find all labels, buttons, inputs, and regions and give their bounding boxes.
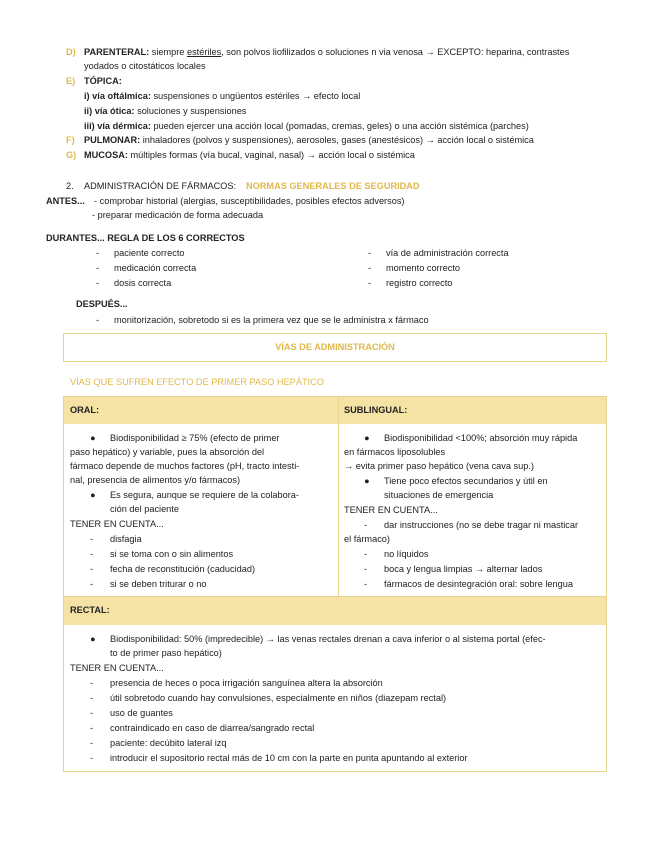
route-e-sub-1: i) vía oftálmica: suspensiones o ungüentos estériles → efecto local [84,91,361,101]
rectal-header-row [64,596,606,625]
rectal-item: presencia de heces o poca irrigación sanguínea altera la absorción [110,678,383,688]
oral-item: si se toma con o sin alimentos [110,549,234,559]
antes-item: - preparar medicación de forma adecuada [92,210,264,220]
despues-label: DESPUÉS... [76,299,128,309]
durantes-right-item: momento correcto [386,263,461,273]
section-2-number: 2. [66,181,74,191]
column-divider [338,397,339,596]
section-2-subtitle: NORMAS GENERALES DE SEGURIDAD [246,181,420,191]
route-e-sub-2: ii) vía ótica: soluciones y suspensiones [84,106,247,116]
route-d-line2: yodados o citostáticos locales [84,61,206,71]
route-f-letter: F) [66,135,75,145]
route-d-post: , son polvos liofilizados o soluciones n via venosa → EXCEPTO: heparina, contrastes [221,47,570,57]
sublingual-item: fármacos de desintegración oral: sobre lengua [384,579,573,589]
sublingual-item: dar instrucciones (no se debe tragar ni masticar [384,520,579,530]
oral-bullet-line: nal, presencia de alimentos y/o fármacos) [70,475,241,485]
vias-title-box [63,333,607,362]
route-d-underlined: estériles [186,47,222,57]
route-f-label: PULMONAR: [84,135,141,145]
route-g-letter: G) [66,150,77,160]
route-d-pre: siempre [151,47,187,57]
route-f-text: inhaladores (polvos y suspensiones), aerosoles, gases (anestésicos) → acción local o sistémica [140,135,534,145]
oral-header: ORAL: [70,405,100,415]
sublingual-item: no líquidos [384,549,429,559]
route-e-sub-3: iii) vía dérmica: pueden ejercer una acción local (pomadas, cremas, geles) o una acción sistémica (parches) [84,121,529,131]
oral-bullet-line: paso hepático) y variable, pues la absorción del [70,447,265,457]
sublingual-bullet-line: en fármacos liposolubles [344,447,446,457]
sublingual-header: SUBLINGUAL: [344,405,408,415]
route-g-text: múltiples formas (vía bucal, vaginal, nasal) → acción local o sistémica [127,150,415,160]
sublingual-bullet-line: → evita primer paso hepático (vena cava sup.) [344,461,534,471]
durantes-right-item: registro correcto [386,278,453,288]
rectal-item: contraindicado en caso de diarrea/sangrado rectal [110,723,315,733]
durantes-right-item: vía de administración correcta [386,248,509,258]
oral-bullet-line: ción del paciente [110,504,179,514]
route-e-letter: E) [66,76,76,86]
rectal-header: RECTAL: [70,605,110,615]
oral-item: fecha de reconstitución (caducidad) [110,564,256,574]
rectal-item: útil sobretodo cuando hay convulsiones, especialmente en niños (diazepam rectal) [110,693,447,703]
rectal-item: paciente: decúbito lateral izq [110,738,227,748]
rectal-tener-label: TENER EN CUENTA... [70,663,164,673]
sublingual-item: el fármaco) [344,534,390,544]
rectal-item: uso de guantes [110,708,173,718]
vias-title: VÍAS DE ADMINISTRACIÓN [275,342,395,352]
route-e-label: TÓPICA: [84,76,122,86]
oral-tener-label: TENER EN CUENTA... [70,519,164,529]
oral-item: disfagia [110,534,142,544]
durantes-left-item: medicación correcta [114,263,197,273]
sublingual-bullet-line: Tiene poco efectos secundarios y útil en [384,476,548,486]
rectal-bullet-line: to de primer paso hepático) [110,648,222,658]
section-2-title: ADMINISTRACIÓN DE FÁRMACOS: [84,181,237,191]
sublingual-item: boca y lengua limpias → alternar lados [384,564,543,574]
sublingual-tener-label: TENER EN CUENTA... [344,505,438,515]
sublingual-bullet-line: Biodisponibilidad <100%; absorción muy rápida [384,433,578,443]
oral-bullet-line: Biodisponibilidad ≥ 75% (efecto de primer [110,433,280,443]
sublingual-bullet-line: situaciones de emergencia [384,490,494,500]
route-d-label: PARENTERAL: [84,47,150,57]
rectal-item: introducir el supositorio rectal más de 10 cm con la parte en punta apuntando al exterior [110,753,468,763]
durantes-left-item: dosis correcta [114,278,172,288]
oral-bullet-line: fármaco depende de muchos factores (pH, tracto intesti- [70,461,300,471]
despues-item: monitorización, sobretodo si es la primera vez que se le administra x fármaco [114,315,429,325]
antes-item: - comprobar historial (alergias, susceptibilidades, posibles efectos adversos) [94,196,405,206]
oral-bullet-line: Es segura, aunque se requiere de la colabora- [110,490,299,500]
oral-sublingual-header-row [64,397,606,424]
antes-label: ANTES... [46,196,85,206]
route-d-letter: D) [66,47,76,57]
route-g-label: MUCOSA: [84,150,128,160]
rectal-bullet-line: Biodisponibilidad: 50% (impredecible) → las venas rectales drenan a cava inferior o al sistema portal (efec- [110,634,546,644]
oral-item: si se deben triturar o no [110,579,207,589]
durantes-left-item: paciente correcto [114,248,185,258]
first-pass-title: VÍAS QUE SUFREN EFECTO DE PRIMER PASO HEPÁTICO [70,377,324,387]
durantes-label: DURANTES... REGLA DE LOS 6 CORRECTOS [46,233,245,243]
